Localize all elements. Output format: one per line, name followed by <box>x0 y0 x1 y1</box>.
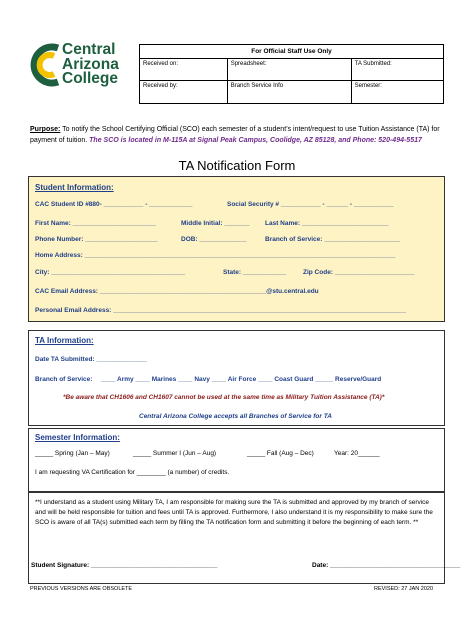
student-signature-field[interactable]: Student Signature: ___________________________________ <box>31 562 218 569</box>
acknowledgement-text: **I understand as a student using Military TA, I am responsible for making sure the TA is submitted and approved by my branch of service and will be held responsible for tuition and fees until TA is approved. Furthermore, I also understand it is my responsibility to make sure the SCO is aware of all TA(s) submitted each term by filling the TA notification form and submitting it before the beginning of each term. ** <box>35 499 433 526</box>
personal-email-field[interactable]: Personal Email Address: _________________________________________________________________________________ <box>35 307 406 314</box>
received-on-field[interactable]: Received on: <box>140 58 228 81</box>
purpose-text: To notify the School Certifying Official (SCO) each semester of a student’s intent/request to use Tuition Assistance (TA) for payment of tuition. <box>30 126 440 144</box>
state-field[interactable]: State: ____________ <box>223 269 287 276</box>
purpose-statement <box>30 124 450 146</box>
revision-date: REVISED: 27 JAN 2020 <box>374 586 434 592</box>
city-field[interactable]: City: _____________________________________ <box>35 269 186 276</box>
signature-date-field[interactable]: Date: ____________________________________ <box>312 562 461 569</box>
logo-line-2: Arizona <box>62 55 119 73</box>
ch1606-warning: *Be aware that CH1606 and CH1607 cannot be used at the same time as Military Tuition Assistance (TA)* <box>63 394 385 401</box>
sco-location: The SCO is located in M-115A at Signal Peak Campus, Coolidge, AZ 85128, and Phone: 520-494-5517 <box>87 137 422 144</box>
last-name-field[interactable]: Last Name: ________________________ <box>265 220 389 227</box>
logo-line-1: Central <box>62 41 116 58</box>
logo-mark-icon <box>28 42 62 88</box>
semester-info-heading: Semester Information: <box>35 433 120 442</box>
spring-option[interactable]: _____ Spring (Jan – May) <box>35 450 110 457</box>
received-by-field[interactable]: Received by: <box>140 81 228 104</box>
dob-field[interactable]: DOB: _____________ <box>181 236 247 243</box>
date-ta-submitted-field[interactable]: Date TA Submitted: ______________ <box>35 356 147 363</box>
year-field[interactable]: Year: 20______ <box>334 450 380 457</box>
first-name-field[interactable]: First Name: _______________________ <box>35 220 156 227</box>
staff-table-header: For Official Staff Use Only <box>140 45 444 59</box>
student-info-heading: Student Information: <box>35 183 114 192</box>
ta-branch-label: Branch of Service: <box>35 376 93 383</box>
zip-code-field[interactable]: Zip Code: ______________________ <box>303 269 415 276</box>
fall-option[interactable]: _____ Fall (Aug – Dec) <box>247 450 314 457</box>
summer-option[interactable]: _____ Summer I (Jun – Aug) <box>133 450 217 457</box>
logo-wordmark <box>62 43 119 87</box>
branch-of-service-field[interactable]: Branch of Service: _____________________ <box>265 236 401 243</box>
student-information-section <box>28 176 445 322</box>
ta-information-section <box>28 330 445 426</box>
semester-staff-field[interactable]: Semester: <box>351 81 443 104</box>
ta-info-heading: TA Information: <box>35 336 94 345</box>
cac-student-id-field[interactable]: CAC Student ID #880- ___________ - ____________ <box>35 201 193 208</box>
acknowledgement-section <box>28 492 461 584</box>
obsolete-note: PREVIOUS VERSIONS ARE OBSOLETE <box>30 586 133 592</box>
credits-request-field[interactable]: I am requesting VA Certification for ________ (a number) of credits. <box>35 469 230 476</box>
logo-line-3: College <box>62 70 118 87</box>
spreadsheet-field[interactable]: Spreadsheet: <box>227 58 351 81</box>
college-logo <box>28 42 138 92</box>
ssn-field[interactable]: Social Security # ___________ - ______ - ___________ <box>227 201 394 208</box>
form-title: TA Notification Form <box>178 158 296 173</box>
semester-information-section <box>28 428 445 492</box>
cac-email-field[interactable]: CAC Email Address: ______________________________________________@stu.central.edu <box>35 288 319 295</box>
ta-branch-options[interactable]: ____ Army ____ Marines ____ Navy ____ Air Force ____ Coast Guard _____ Reserve/Guard <box>101 376 382 383</box>
home-address-field[interactable]: Home Address: ______________________________________________________________________________________ <box>35 252 396 259</box>
branches-accepted-note: Central Arizona College accepts all Branches of Service for TA <box>139 413 332 420</box>
branch-service-info-field[interactable]: Branch Service Info <box>227 81 351 104</box>
phone-number-field[interactable]: Phone Number: ____________________ <box>35 236 158 243</box>
staff-use-table <box>139 44 444 104</box>
ta-submitted-field[interactable]: TA Submitted: <box>351 58 443 81</box>
middle-initial-field[interactable]: Middle Initial: _______ <box>181 220 250 227</box>
purpose-label: Purpose: <box>30 126 61 133</box>
